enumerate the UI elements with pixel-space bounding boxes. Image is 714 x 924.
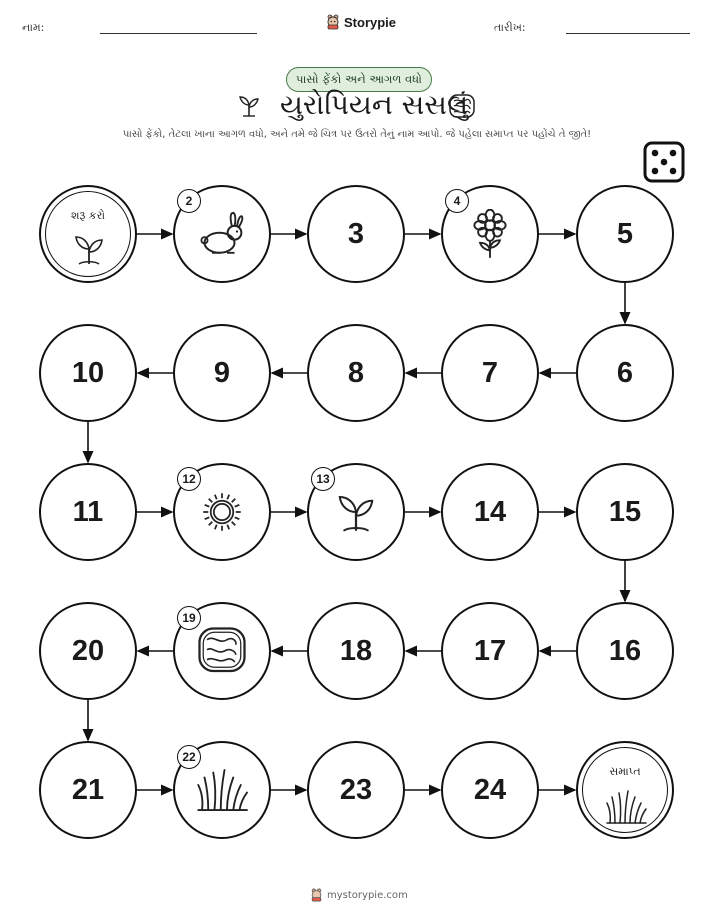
- space-number: 6: [616, 356, 634, 389]
- space-number-badge: 13: [311, 467, 335, 491]
- flower-icon: [458, 208, 523, 261]
- board-space-3[interactable]: [307, 185, 405, 283]
- footer-url[interactable]: mystorypie.com: [327, 889, 408, 901]
- sun-icon: [190, 486, 255, 539]
- board-space-6[interactable]: [576, 324, 674, 422]
- date-label: તારીખ:: [494, 21, 526, 34]
- footer: [310, 888, 408, 902]
- sprout-icon: [236, 92, 262, 118]
- mascot-icon: [310, 888, 323, 902]
- space-number-badge: 4: [445, 189, 469, 213]
- board-space-17[interactable]: [441, 602, 539, 700]
- space-number: 11: [72, 495, 104, 528]
- board-space-5[interactable]: [576, 185, 674, 283]
- finish-label: સમાપ્ત: [609, 765, 641, 778]
- brand-name: Storypie: [344, 14, 397, 30]
- board-space-13[interactable]: [307, 463, 405, 561]
- board-space-7[interactable]: [441, 324, 539, 422]
- start-label: શરૂ કરો: [70, 209, 106, 222]
- board-space-16[interactable]: [576, 602, 674, 700]
- space-number: 3: [347, 217, 365, 250]
- space-number: 21: [71, 773, 105, 806]
- board-space-18[interactable]: [307, 602, 405, 700]
- grass-icon: [190, 764, 255, 817]
- space-number-badge: 2: [177, 189, 201, 213]
- space-number-badge: 12: [177, 467, 201, 491]
- board-space-15[interactable]: [576, 463, 674, 561]
- space-number: 10: [71, 356, 105, 389]
- sprout-icon: [65, 231, 113, 267]
- board-space-14[interactable]: [441, 463, 539, 561]
- board-space-21[interactable]: [39, 741, 137, 839]
- space-number: 5: [616, 217, 634, 250]
- instructions-text: પાસો ફેંકો, તેટલા ખાના આગળ વધો, અને તમે જે ચિત્ર પર ઉતરો તેનું નામ આપો. જે પહેલા સમાપ્ત પર પહોંચે તે જીતે!: [122, 129, 592, 140]
- space-number: 9: [213, 356, 231, 389]
- board-space-23[interactable]: [307, 741, 405, 839]
- space-number: 14: [473, 495, 507, 528]
- space-number: 8: [347, 356, 365, 389]
- date-line[interactable]: [566, 33, 690, 34]
- dice-icon[interactable]: [643, 141, 685, 183]
- page-title: યુરોપિયન સસલું: [280, 88, 469, 121]
- board-space-24[interactable]: [441, 741, 539, 839]
- space-number: 24: [473, 773, 507, 806]
- board-space-2[interactable]: [173, 185, 271, 283]
- board-space-20[interactable]: [39, 602, 137, 700]
- board-space-19[interactable]: [173, 602, 271, 700]
- burrow-icon: [190, 625, 255, 678]
- space-number-badge: 19: [177, 606, 201, 630]
- board-space-8[interactable]: [307, 324, 405, 422]
- name-label: નામ:: [22, 21, 45, 34]
- brand-logo: [326, 14, 396, 30]
- board-space-10[interactable]: [39, 324, 137, 422]
- rabbit-icon: [190, 208, 255, 261]
- space-number-badge: 22: [177, 745, 201, 769]
- space-number: 16: [608, 634, 642, 667]
- board-space-12[interactable]: [173, 463, 271, 561]
- space-number: 20: [71, 634, 105, 667]
- board-space-22[interactable]: [173, 741, 271, 839]
- space-number: 15: [608, 495, 642, 528]
- space-number: 7: [481, 356, 499, 389]
- space-number: 18: [339, 634, 373, 667]
- sprout-icon: [324, 486, 389, 539]
- start-space[interactable]: [39, 185, 137, 283]
- board-space-11[interactable]: [39, 463, 137, 561]
- board-space-9[interactable]: [173, 324, 271, 422]
- mascot-icon: [326, 14, 340, 30]
- burrow-icon: [448, 93, 476, 119]
- name-line[interactable]: [100, 33, 257, 34]
- board-space-4[interactable]: [441, 185, 539, 283]
- game-type-badge: પાસો ફેંકો અને આગળ વધો: [286, 67, 432, 92]
- grass-icon: [602, 787, 650, 823]
- space-number: 23: [339, 773, 373, 806]
- space-number: 17: [473, 634, 507, 667]
- finish-space[interactable]: [576, 741, 674, 839]
